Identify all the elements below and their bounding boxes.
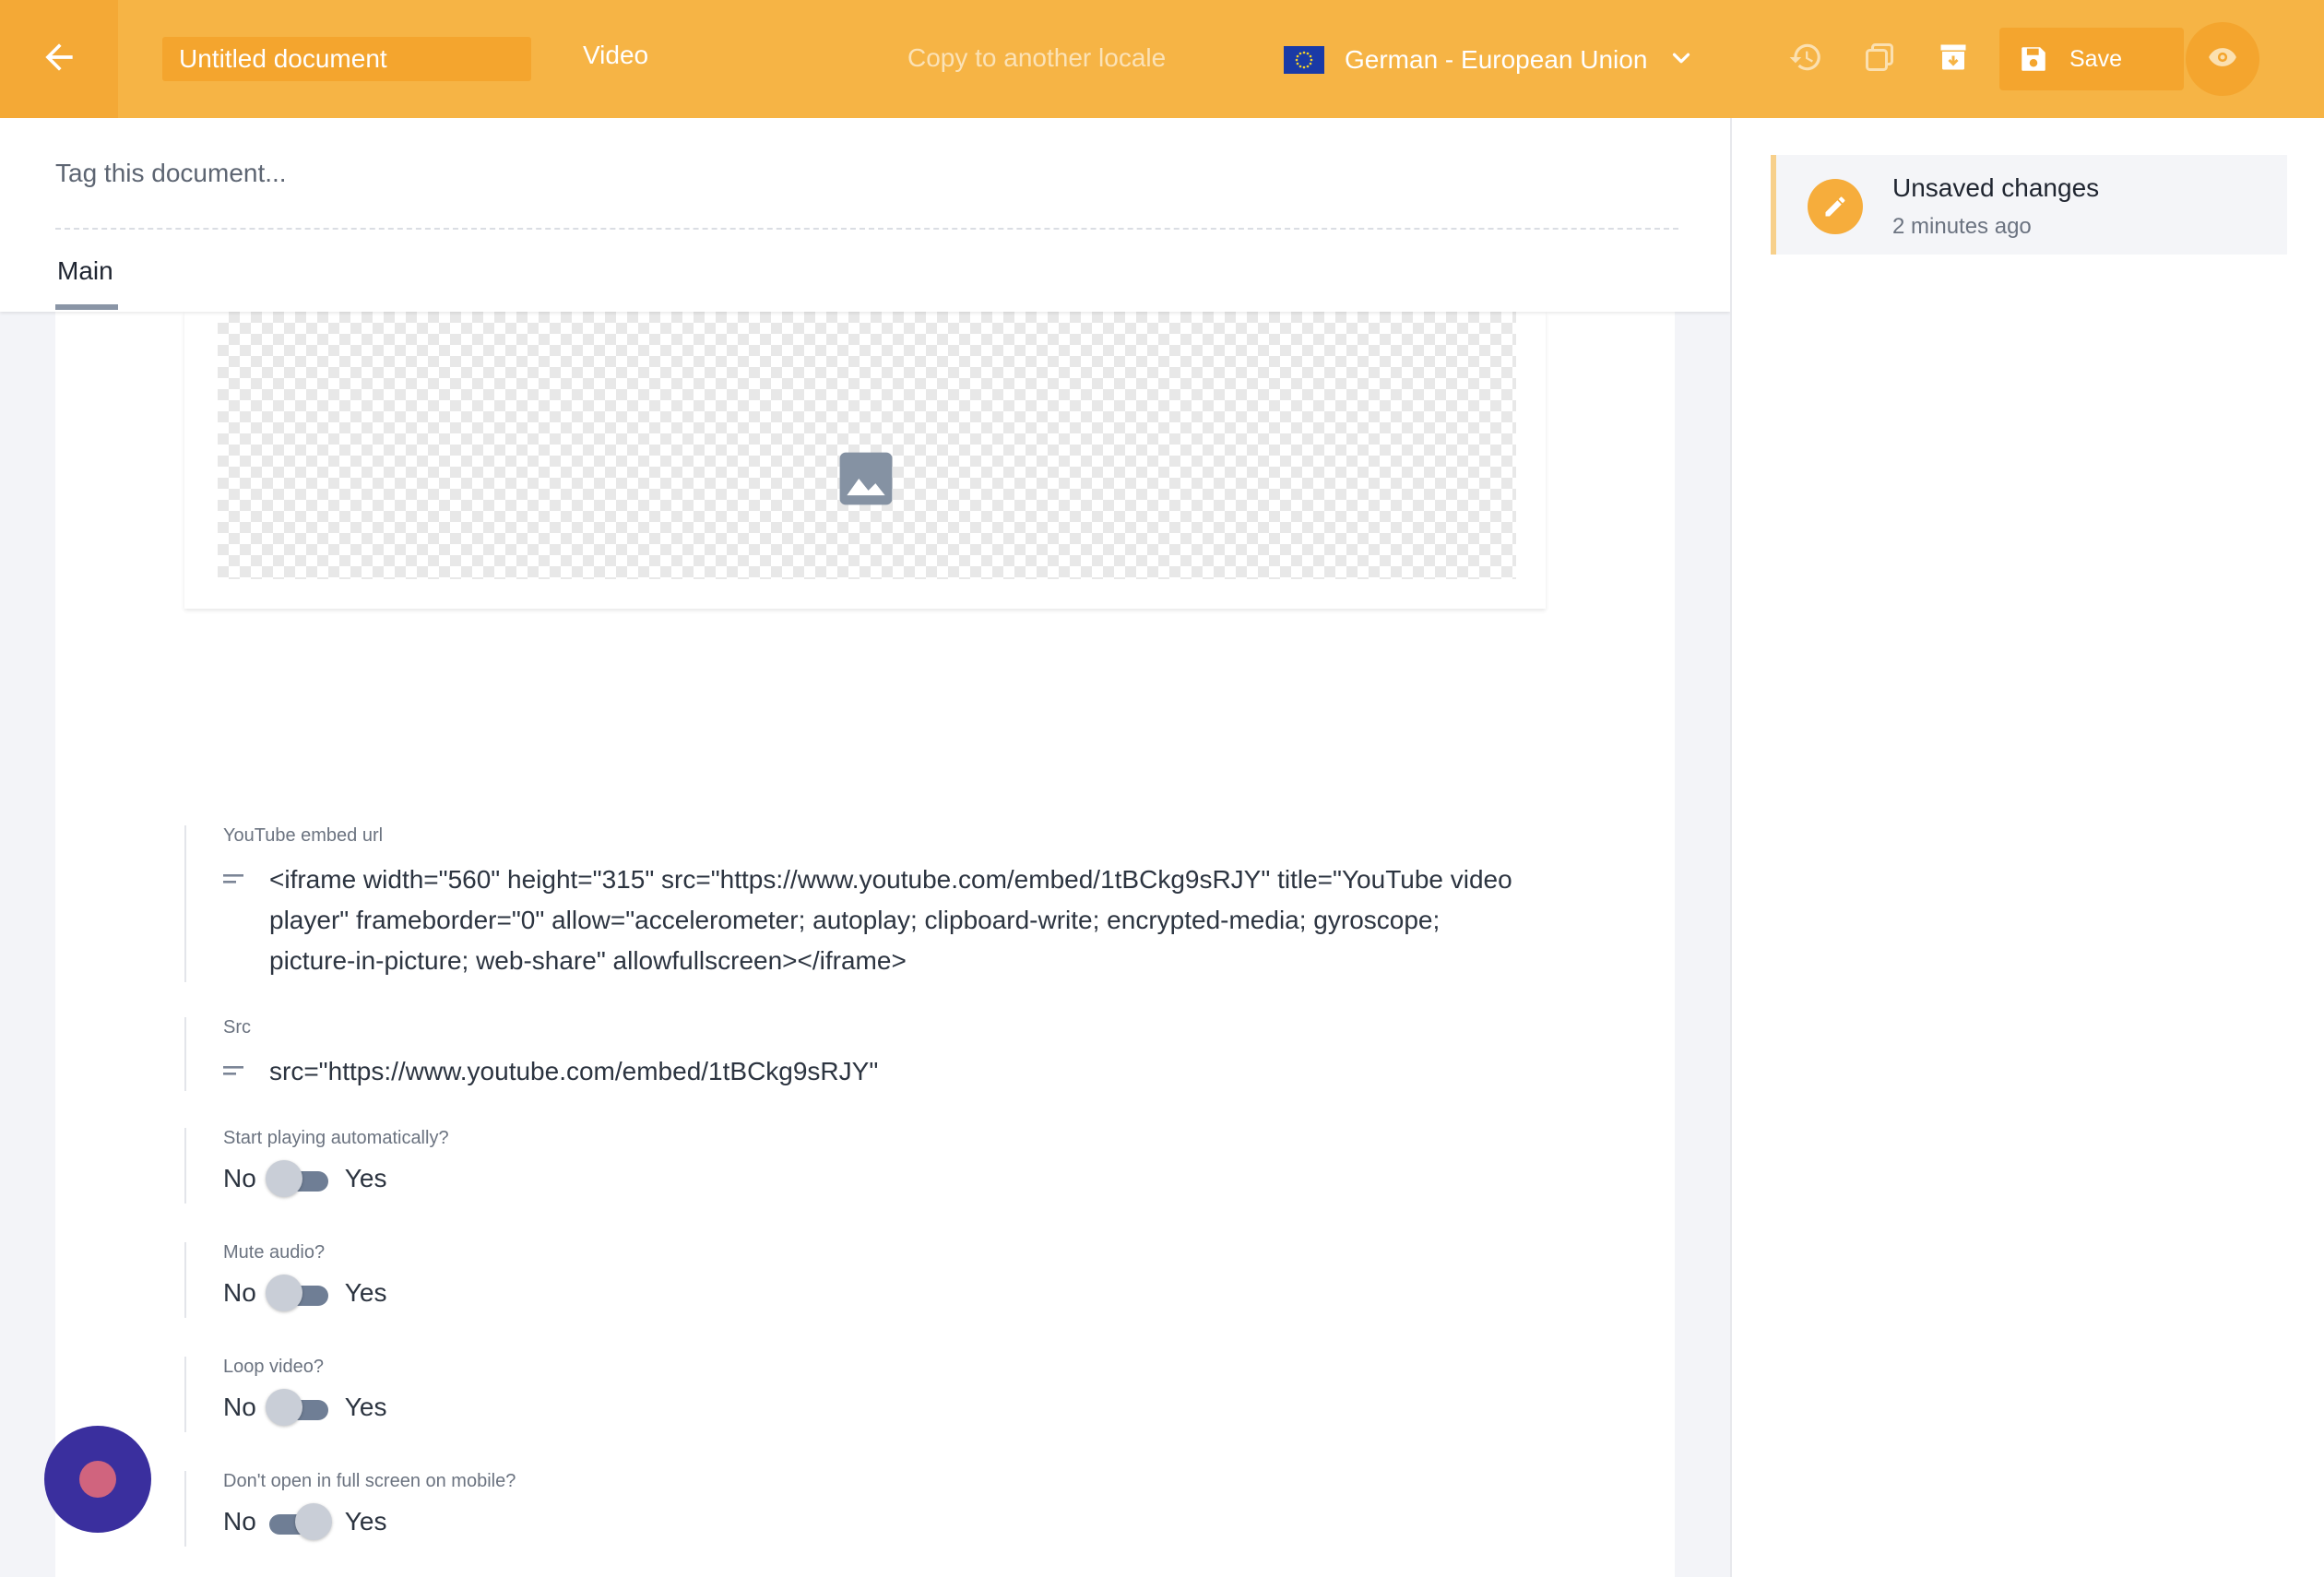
youtube-embed-label: YouTube embed url — [223, 825, 384, 846]
active-tab-indicator — [55, 304, 118, 310]
toggle-on-label: Yes — [344, 1507, 387, 1536]
image-placeholder[interactable] — [218, 312, 1516, 579]
arrow-left-icon — [39, 37, 79, 82]
fullscreen-toggle-field — [184, 1471, 1549, 1547]
loop-switch[interactable] — [266, 1387, 332, 1428]
loop-label: Loop video? — [223, 1357, 324, 1377]
youtube-embed-input[interactable]: <iframe width="560" height="315" src="https://www.youtube.com/embed/1tBCkg9sRJY" title="YouTube video player" frameborder="0" allow="accelerometer; autoplay; clipboard-write; encrypted-media; gyroscope; picture-in-picture; web-share" allowfullscreen></iframe> — [269, 865, 1512, 975]
text-lines-icon — [223, 1064, 247, 1092]
status-timestamp: 2 minutes ago — [1892, 214, 2032, 239]
fullscreen-switch[interactable] — [266, 1501, 332, 1542]
duplicate-button[interactable] — [1861, 41, 1898, 77]
image-icon — [837, 450, 895, 507]
loop-toggle-field — [184, 1357, 1549, 1432]
floppy-disk-icon — [2018, 43, 2049, 75]
archive-icon — [1937, 41, 1970, 78]
chevron-down-icon — [1667, 44, 1695, 77]
toggle-on-label: Yes — [344, 1164, 387, 1192]
chat-launcher-button[interactable] — [44, 1426, 151, 1533]
eu-flag-icon — [1284, 46, 1324, 74]
tag-input[interactable] — [55, 149, 1678, 197]
editor-pane — [0, 118, 1730, 1577]
document-title-input[interactable] — [162, 37, 531, 81]
src-input[interactable]: src="https://www.youtube.com/embed/1tBCkg9sRJY" — [269, 1057, 879, 1085]
toggle-off-label: No — [223, 1164, 256, 1192]
src-field — [184, 1017, 1549, 1091]
mute-switch[interactable] — [266, 1273, 332, 1313]
mute-toggle-field — [184, 1242, 1549, 1318]
eye-icon — [2207, 42, 2238, 77]
back-button[interactable] — [0, 0, 118, 118]
toggle-off-label: No — [223, 1278, 256, 1307]
locale-label: German - European Union — [1345, 45, 1648, 74]
document-type-label: Video — [583, 41, 649, 69]
duplicate-icon — [1863, 41, 1896, 78]
autoplay-toggle-field — [184, 1128, 1549, 1204]
fullscreen-label: Don't open in full screen on mobile? — [223, 1471, 516, 1491]
preview-button[interactable] — [2186, 22, 2259, 96]
pencil-icon — [1808, 179, 1863, 234]
toggle-on-label: Yes — [344, 1278, 387, 1307]
locale-selector[interactable] — [1284, 37, 1695, 83]
status-title: Unsaved changes — [1892, 173, 2100, 202]
mute-label: Mute audio? — [223, 1242, 326, 1263]
history-icon — [1788, 40, 1823, 79]
history-button[interactable] — [1787, 41, 1824, 77]
toggle-off-label: No — [223, 1393, 256, 1421]
autoplay-label: Start playing automatically? — [223, 1128, 449, 1148]
autoplay-switch[interactable] — [266, 1158, 332, 1199]
text-lines-icon — [223, 872, 247, 981]
tab-main[interactable]: Main — [57, 256, 113, 285]
save-button-label: Save — [2069, 45, 2122, 72]
archive-button[interactable] — [1935, 41, 1972, 77]
copy-to-locale-button[interactable]: Copy to another locale — [907, 43, 1167, 72]
thumbnail-card[interactable] — [184, 312, 1546, 609]
activity-panel — [1730, 118, 2324, 1577]
src-label: Src — [223, 1017, 251, 1038]
record-dot-icon — [79, 1461, 116, 1498]
top-bar — [0, 0, 2324, 118]
youtube-embed-field — [184, 825, 1549, 982]
editor-header — [0, 118, 1730, 312]
toggle-off-label: No — [223, 1507, 256, 1536]
status-card — [1771, 155, 2287, 255]
divider — [55, 228, 1678, 230]
save-button[interactable] — [1999, 28, 2184, 90]
toggle-on-label: Yes — [344, 1393, 387, 1421]
